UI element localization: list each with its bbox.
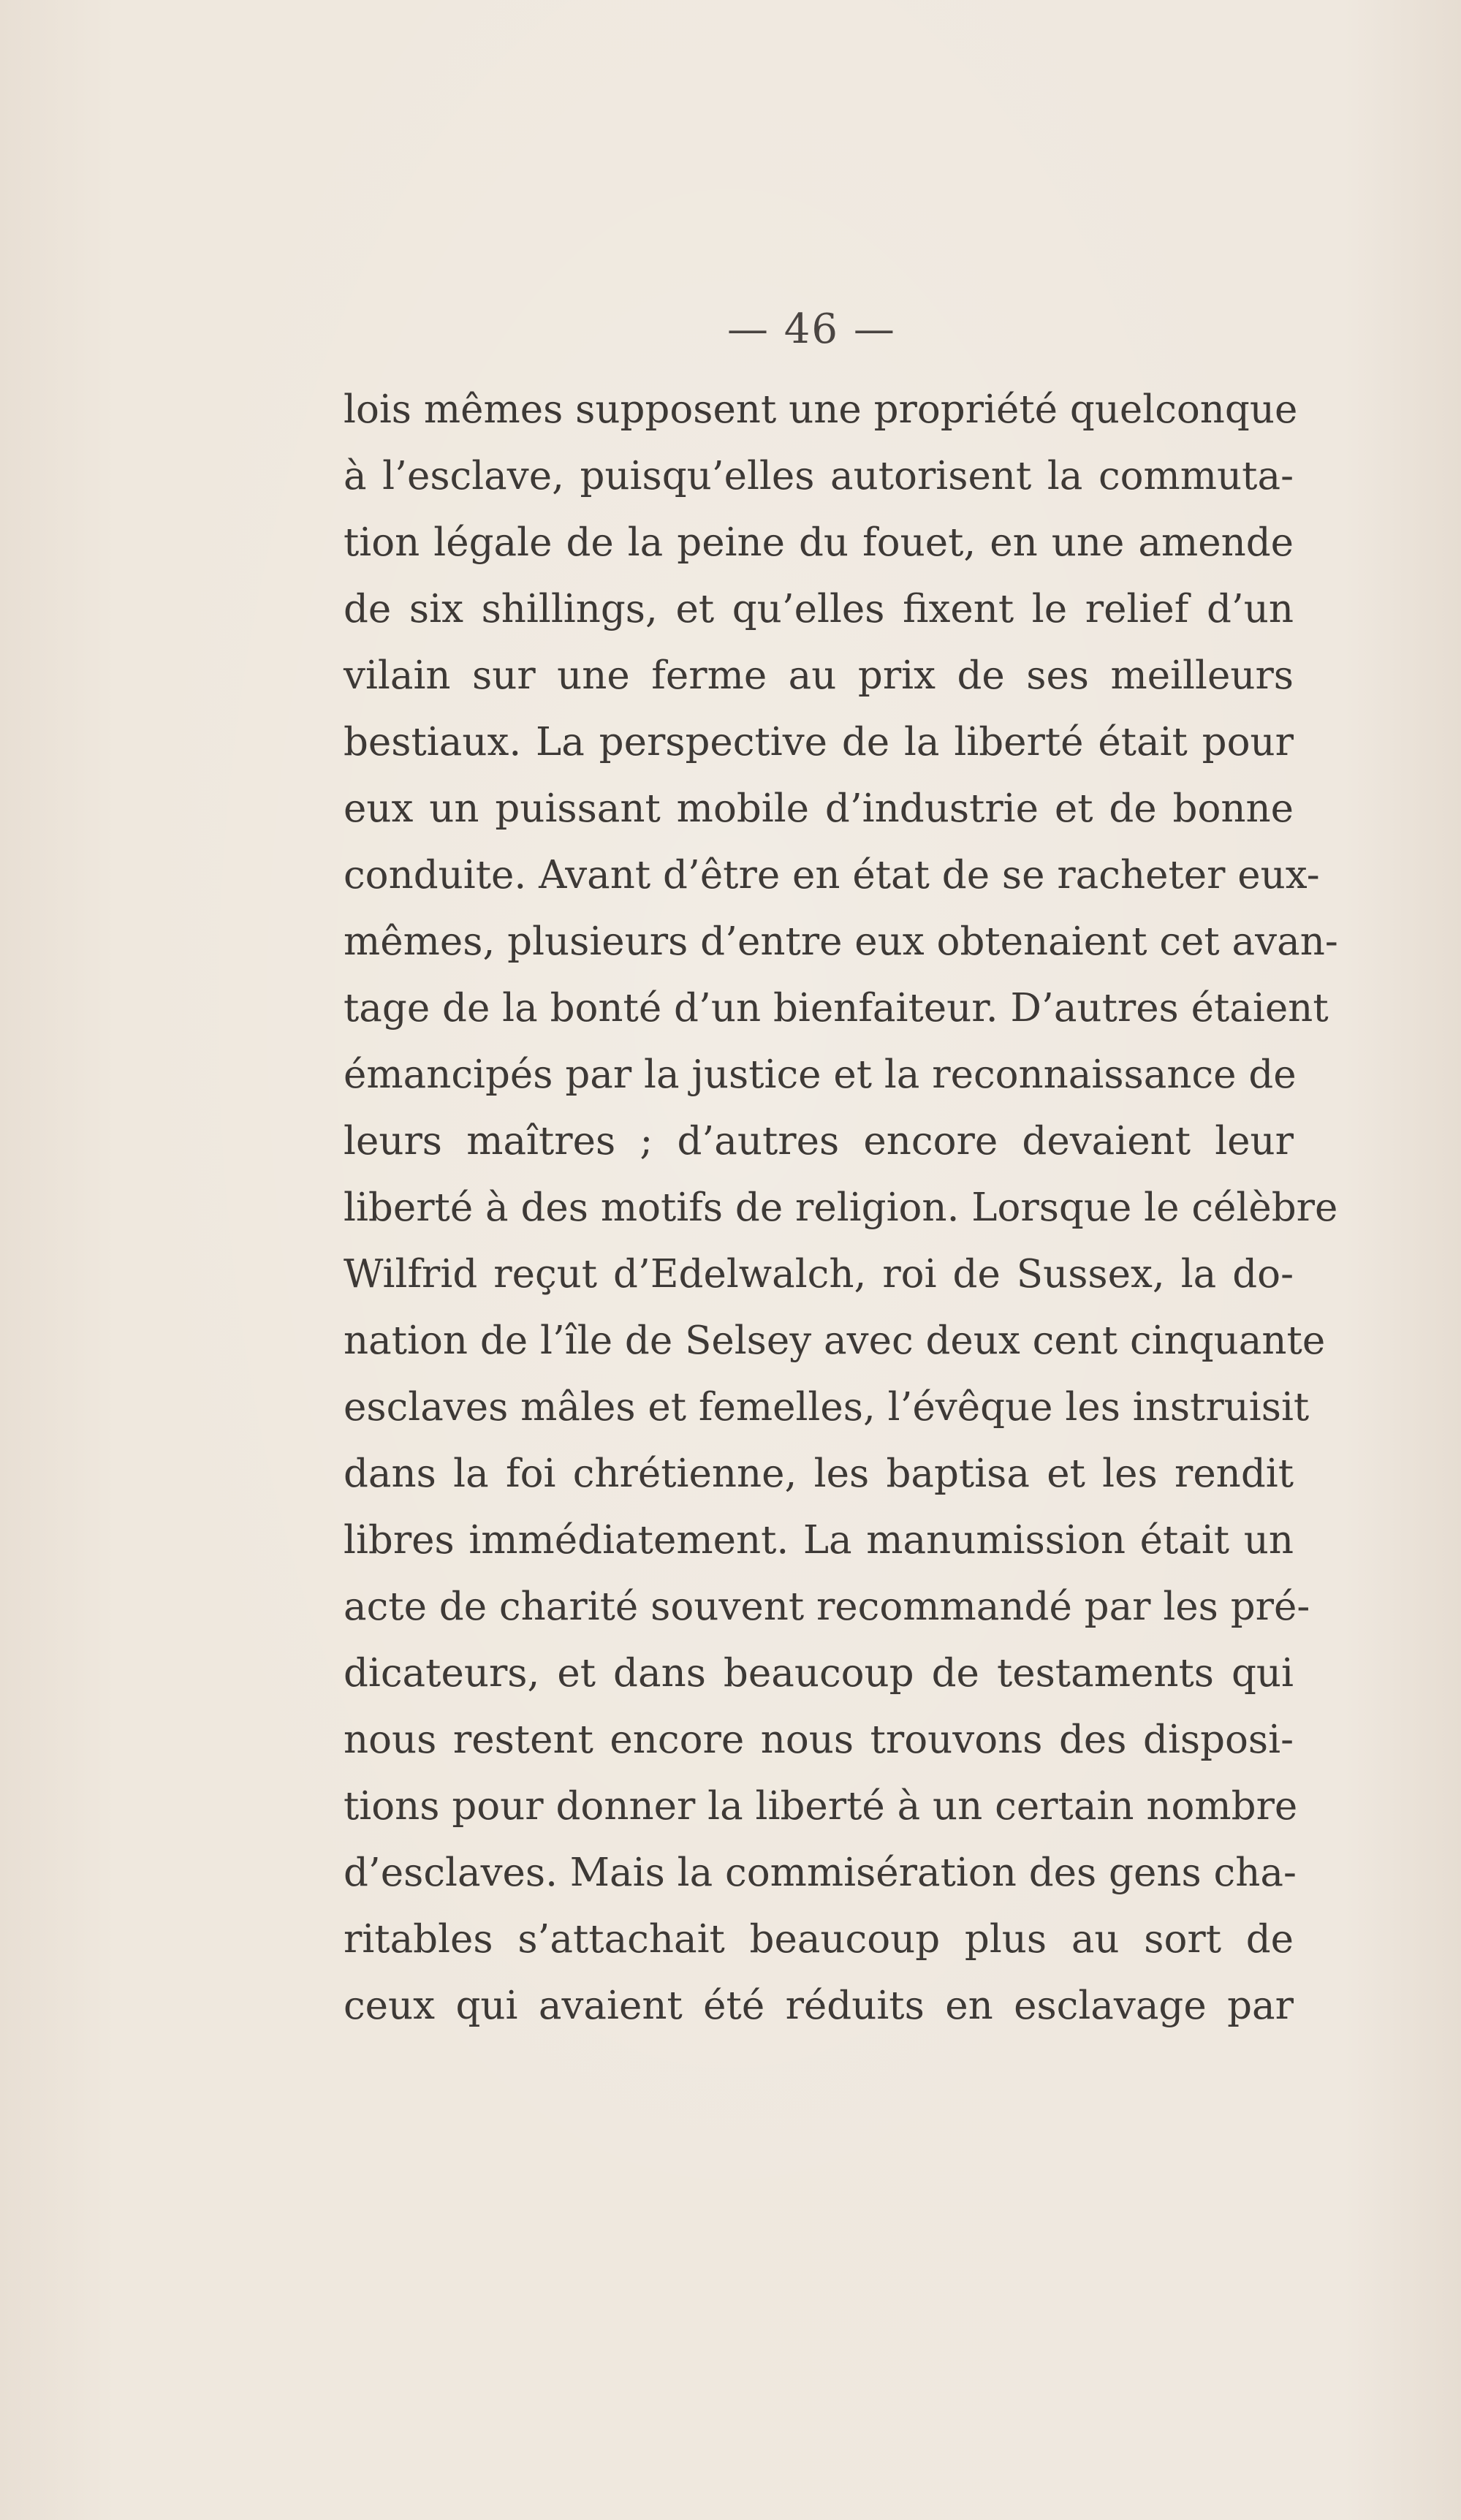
text-line: Wilfrid reçut d’Edelwalch, roi de Sussex, la do-	[344, 1252, 1294, 1297]
text-line: tions pour donner la liberté à un certain nombre	[344, 1784, 1298, 1829]
text-line: de six shillings, et qu’elles fixent le relief d’un	[344, 587, 1294, 631]
text-line: eux un puissant mobile d’industrie et de bonne	[344, 786, 1294, 831]
page-number: — 46 —	[727, 305, 896, 353]
text-line: tage de la bonté d’un bienfaiteur. D’autres étaient	[344, 986, 1329, 1031]
text-line: dans la foi chrétienne, les baptisa et les rendit	[344, 1451, 1294, 1496]
text-line: lois mêmes supposent une propriété quelconque	[344, 387, 1298, 432]
text-line: ritables s’attachait beaucoup plus au sort de	[344, 1917, 1294, 1962]
text-line: conduite. Avant d’être en état de se racheter eux-	[344, 853, 1320, 897]
text-line: acte de charité souvent recommandé par les pré-	[344, 1585, 1310, 1629]
text-line: à l’esclave, puisqu’elles autorisent la commuta-	[344, 454, 1294, 498]
text-line: bestiaux. La perspective de la liberté était pour	[344, 720, 1294, 764]
text-line: mêmes, plusieurs d’entre eux obtenaient cet avan-	[344, 919, 1338, 964]
text-line: vilain sur une ferme au prix de ses meilleurs	[344, 653, 1294, 698]
text-line: tion légale de la peine du fouet, en une amende	[344, 520, 1294, 565]
text-line: ceux qui avaient été réduits en esclavage par	[344, 1984, 1294, 2028]
text-line: nation de l’île de Selsey avec deux cent cinquante	[344, 1318, 1326, 1363]
text-line: nous restent encore nous trouvons des disposi-	[344, 1718, 1294, 1762]
text-line: émancipés par la justice et la reconnaissance de	[344, 1052, 1297, 1097]
text-line: d’esclaves. Mais la commisération des gens cha-	[344, 1851, 1297, 1895]
text-line: liberté à des motifs de religion. Lorsque le célèbre	[344, 1185, 1338, 1230]
text-line: leurs maîtres ; d’autres encore devaient leur	[344, 1119, 1294, 1164]
body-text	[344, 376, 1338, 2039]
text-line: dicateurs, et dans beaucoup de testaments qui	[344, 1651, 1294, 1696]
text-line: libres immédiatement. La manumission était un	[344, 1518, 1294, 1563]
text-line: esclaves mâles et femelles, l’évêque les instruisit	[344, 1385, 1310, 1430]
